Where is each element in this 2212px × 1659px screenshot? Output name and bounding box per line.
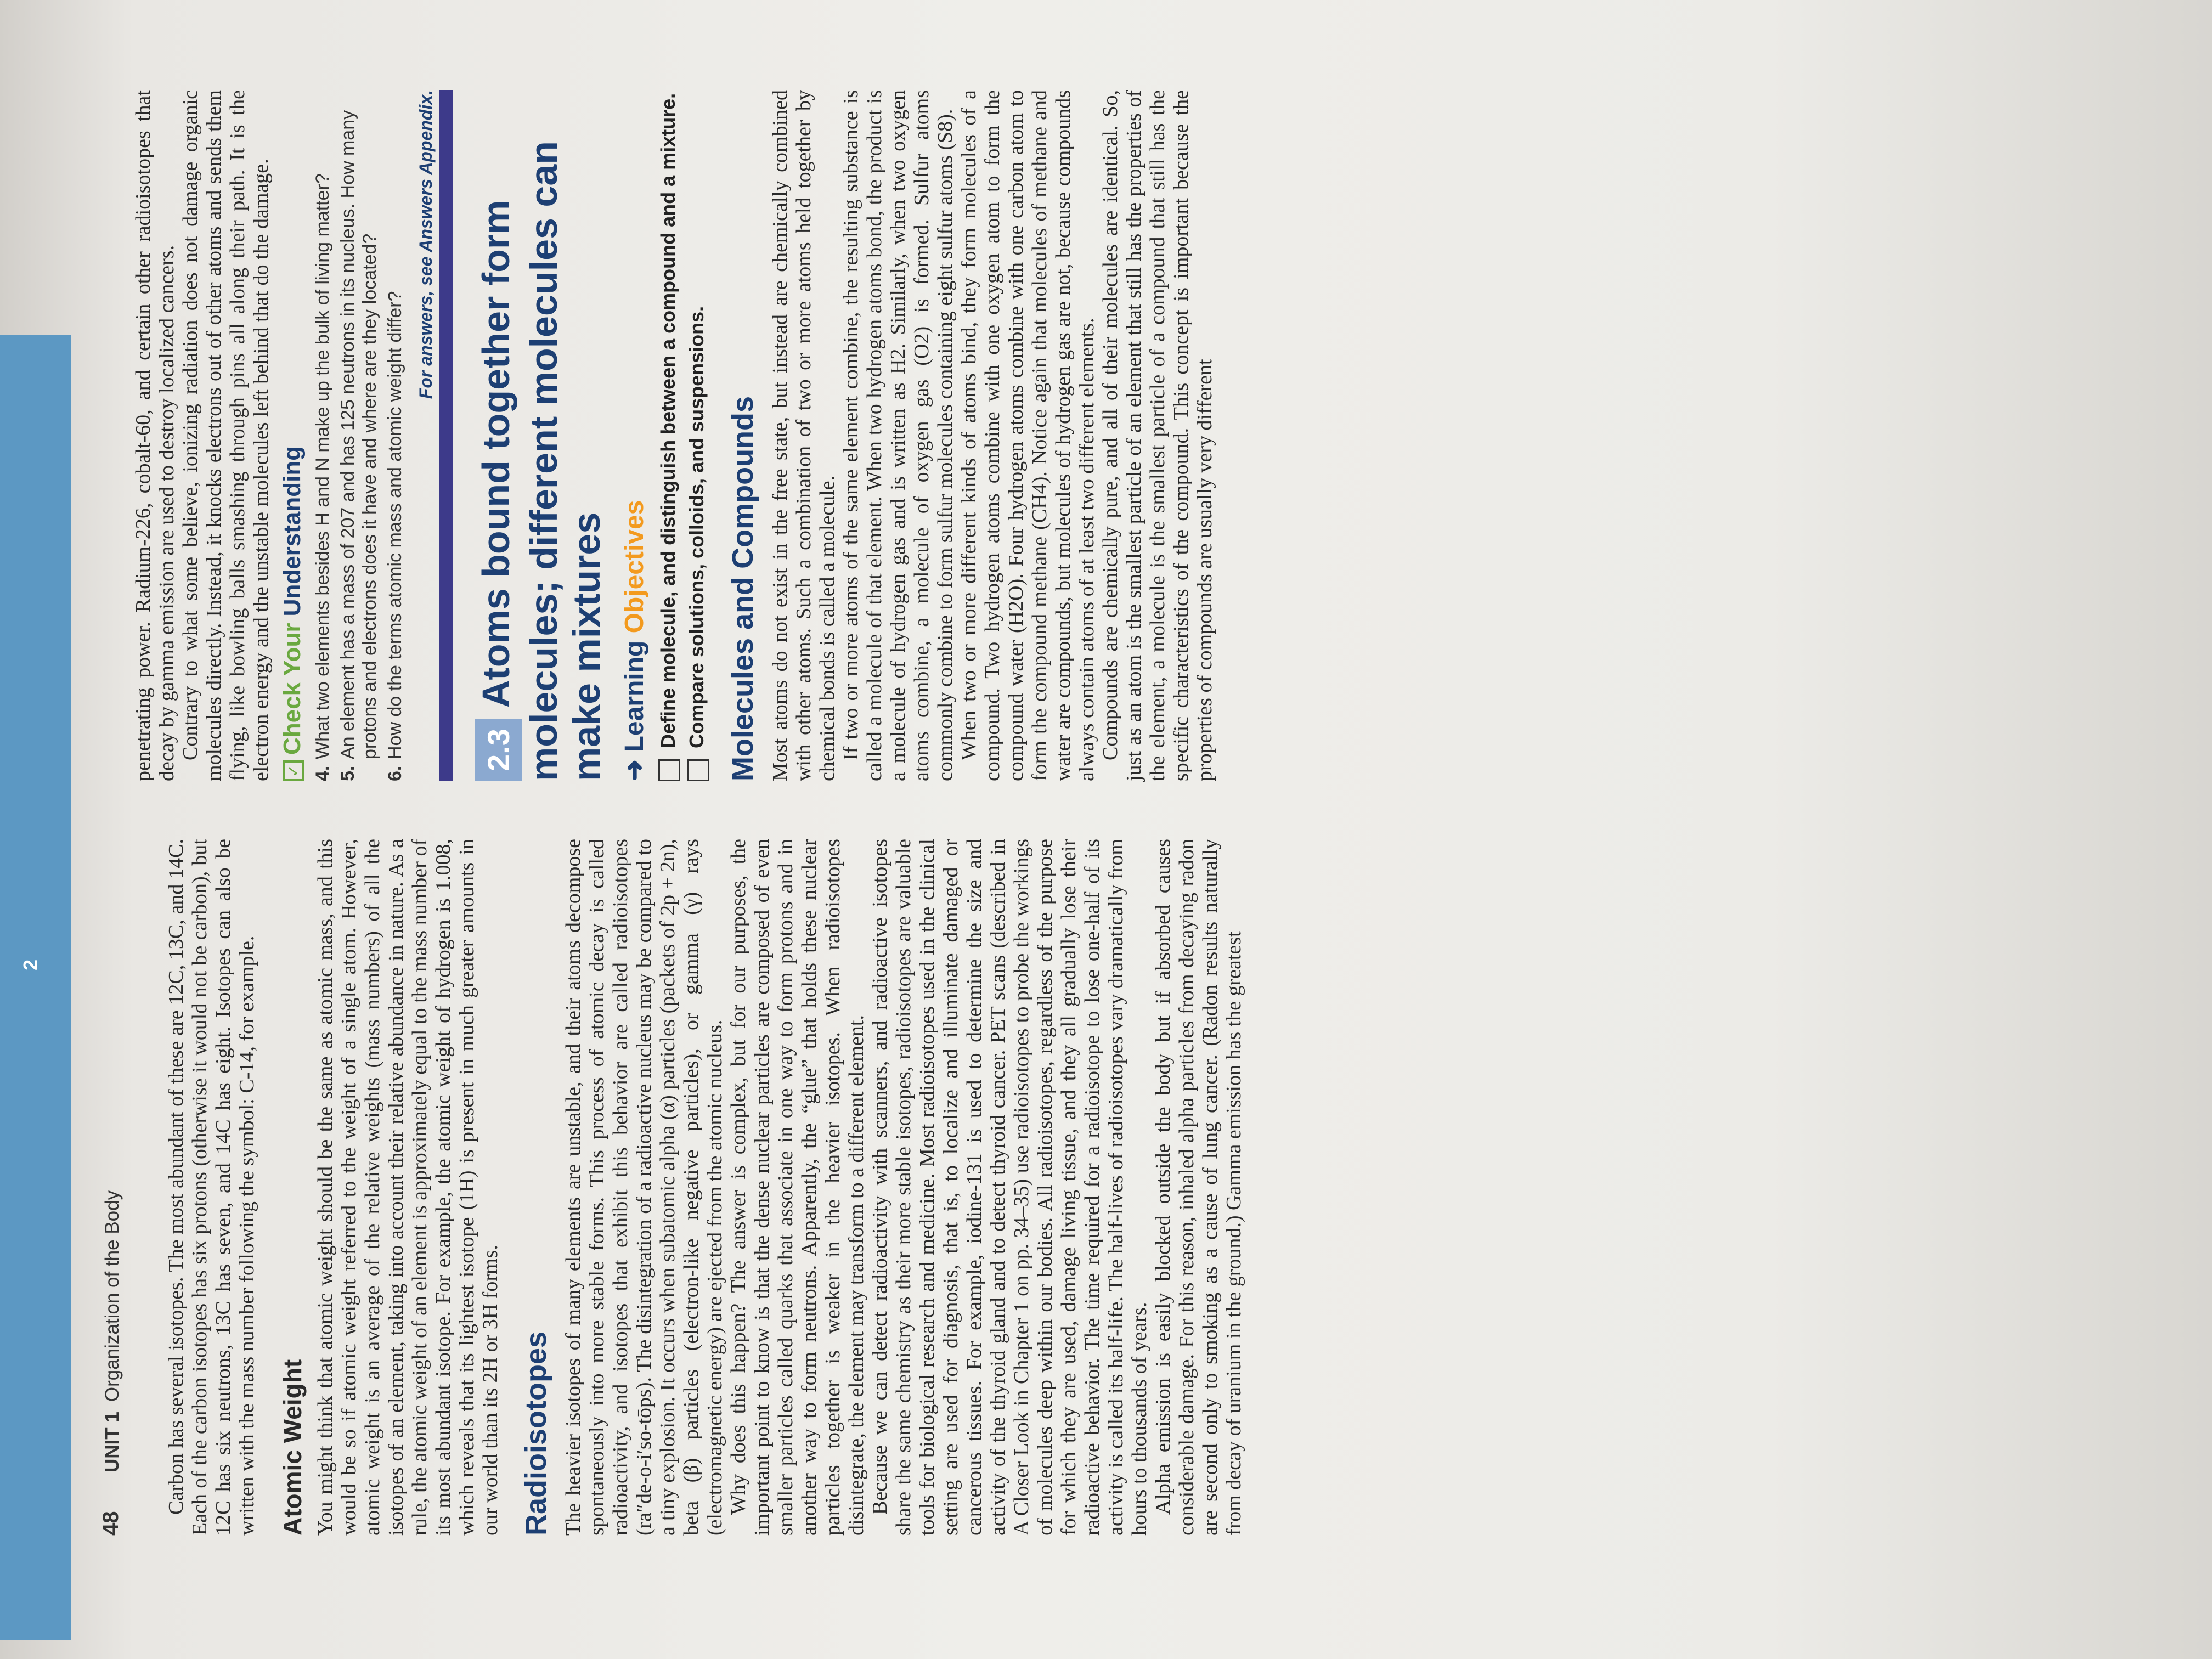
check-your-label: Check Your	[279, 623, 306, 755]
molecules-paragraph-2: If two or more atoms of the same element combine, the resulting substance is called a molecule of that element. When two hydrogen atoms bond, the product is a molecule of hydrogen gas and is written as H2. Similarly, when two oxygen atoms combine, a molecule of oxygen gas (O2) is formed. Sulfur atoms commonly combine to form sulfur molecules containing eight sulfur atoms (S8).	[839, 90, 957, 781]
question-number: 5.	[337, 765, 358, 781]
question-item	[337, 90, 381, 781]
check-your-understanding-heading	[279, 90, 306, 781]
checkbox-icon: ✓	[283, 760, 304, 781]
atomic-weight-heading: Atomic Weight	[278, 1359, 307, 1536]
section-title-text: Atoms bound together form molecules; different molecules can make mixtures	[475, 140, 608, 781]
molecules-paragraph-3: When two or more different kinds of atoms bind, they form molecules of a compound. Two hydrogen atoms combine with one oxygen atom to form the compound water (H2O). Four hydrogen atoms combine with one carbon atom to form the compound methane (CH4). Notice again that molecules of methane and water are compounds, but molecules of hydrogen gas are not, because compounds always contain atoms of at least two different elements.	[957, 90, 1098, 781]
molecules-heading: Molecules and Compounds	[726, 396, 759, 781]
molecules-paragraph-1: Most atoms do not exist in the free state, but instead are chemically combined with other atoms. Such a combination of two or more atoms held together by chemical bonds is called a molecule.	[768, 90, 839, 781]
radioisotopes-paragraph-2: Why does this happen? The answer is complex, but for our purposes, the important point to know is that the dense nuclear particles are composed of even smaller particles called quarks that associate in one way to form protons and in another way to form neutrons. Apparently, the “glue” that holds these nuclear particles together is weaker in the heavier isotopes. When radioisotopes disintegrate, the element may transform to a different element.	[727, 839, 868, 1536]
question-item	[384, 90, 406, 781]
atomic-weight-paragraph: You might think that atomic weight should be the same as atomic mass, and this would be so if atomic weight referred to the weight of a single atom. However, atomic weight is an average of the relative weights (mass numbers) of all the isotopes of an element, taking into account their relative abundance in nature. As a rule, the atomic weight of an element is approximately equal to the mass number of its most abundant isotope. For example, the atomic weight of hydrogen is 1.008, which reveals that its lightest isotope (1H) is present in much greater amounts in our world than its 2H or 3H forms.	[314, 839, 502, 1536]
question-item	[312, 90, 334, 781]
objective-item	[686, 90, 709, 781]
radioisotopes-paragraph-1: The heavier isotopes of many elements are unstable, and their atoms decompose spontaneously into more stable forms. This process of atomic decay is called radioactivity, and isotopes that exhibit this behavior are called radioisotopes (ra″de-o-i′so-tōps). The disintegration of a radioactive nucleus may be compared to a tiny explosion. It occurs when subatomic alpha (α) particles (packets of 2p + 2n), beta (β) particles (electron-like negative particles), or gamma (γ) rays (electromagnetic energy) are ejected from the atomic nucleus.	[562, 839, 726, 1536]
running-header	[101, 1190, 123, 1472]
question-number: 6.	[385, 765, 405, 781]
left-column	[165, 839, 2194, 1536]
radioisotopes-paragraph-3: Because we can detect radioactivity with scanners, and radioactive isotopes share the same chemistry as their more stable isotopes, radioisotopes are valuable tools for biological research and medicine. Most radioisotopes used in the clinical setting are used for diagnosis, that is, to localize and illuminate damaged or cancerous tissues. For example, iodine-131 is used to determine the size and activity of the thyroid gland and to detect thyroid cancer. PET scans (described in A Closer Look in Chapter 1 on pp. 34–35) use radioisotopes to probe the workings of molecules deep within our bodies. All radioisotopes, regardless of the purpose for which they are used, damage living tissue, and they all gradually lose their radioactive behavior. The time required for a radioisotope to lose one-half of its activity is called its half-life. The half-lives of radioisotopes vary dramatically from hours to thousands of years.	[868, 839, 1151, 1536]
review-questions	[312, 90, 406, 781]
checkbox-icon	[687, 759, 709, 781]
unit-label: UNIT 1	[101, 1412, 123, 1472]
learning-label: Learning	[620, 640, 649, 752]
radioisotopes-paragraph-4: Alpha emission is easily blocked outside the body but if absorbed causes considerable damage. For this reason, inhaled alpha particles from decaying radon are second only to smoking as a cause of lung cancer. (Radon results naturally from decay of uranium in the ground.) Gamma emission has the greatest	[1152, 839, 1245, 1536]
answers-note: For answers, see Answers Appendix.	[416, 90, 453, 781]
question-text: An element has a mass of 207 and has 125 neutrons in its nucleus. How many protons and electrons does it have and where are they located?	[337, 110, 380, 759]
question-number: 4.	[312, 765, 333, 781]
learning-objectives-heading	[619, 90, 650, 781]
question-text: What two elements besides H and N make up the bulk of living matter?	[312, 173, 333, 759]
objectives-label: Objectives	[620, 500, 649, 634]
objective-text: Compare solutions, colloids, and suspensions.	[685, 306, 708, 748]
arrow-icon: ➜	[620, 752, 649, 781]
section-title	[475, 90, 608, 781]
molecules-paragraph-4: Compounds are chemically pure, and all of their molecules are identical. So, just as an atom is the smallest particle of an element that still has the properties of the element, a molecule is the smallest particle of a compound that still has the specific characteristics of the compound. This concept is important because the properties of compounds are usually very different	[1098, 90, 1216, 781]
radioisotopes-heading: Radioisotopes	[520, 1331, 552, 1536]
continued-paragraph: penetrating power. Radium-226, cobalt-60, and certain other radioisotopes that decay by gamma emission are used to destroy localized cancers.	[132, 90, 178, 781]
checkbox-icon	[658, 759, 680, 781]
understanding-label: Understanding	[279, 445, 306, 617]
objective-item	[657, 90, 680, 781]
section-number: 2.3	[475, 719, 522, 781]
right-column	[132, 90, 2194, 781]
question-text: How do the terms atomic mass and atomic weight differ?	[385, 291, 405, 759]
chapter-tab-number: 2	[19, 959, 42, 970]
ionizing-radiation-paragraph: Contrary to what some believe, ionizing radiation does not damage organic molecules directly. Instead, it knocks electrons out of other atoms and sends them flying, like bowling balls smashing through pins all along their path. It is the electron energy and the unstable molecules left behind that do the damage.	[179, 90, 273, 781]
unit-title: Organization of the Body	[101, 1190, 123, 1402]
intro-paragraph: Carbon has several isotopes. The most abundant of these are 12C, 13C, and 14C. Each of the carbon isotopes has six protons (otherwise it would not be carbon), but 12C has six neutrons, 13C has seven, and 14C has eight. Isotopes can also be written with the mass number following the symbol: C-14, for example.	[165, 839, 258, 1536]
page-number: 48	[99, 1511, 123, 1536]
objective-text: Define molecule, and distinguish between a compound and a mixture.	[657, 93, 679, 748]
